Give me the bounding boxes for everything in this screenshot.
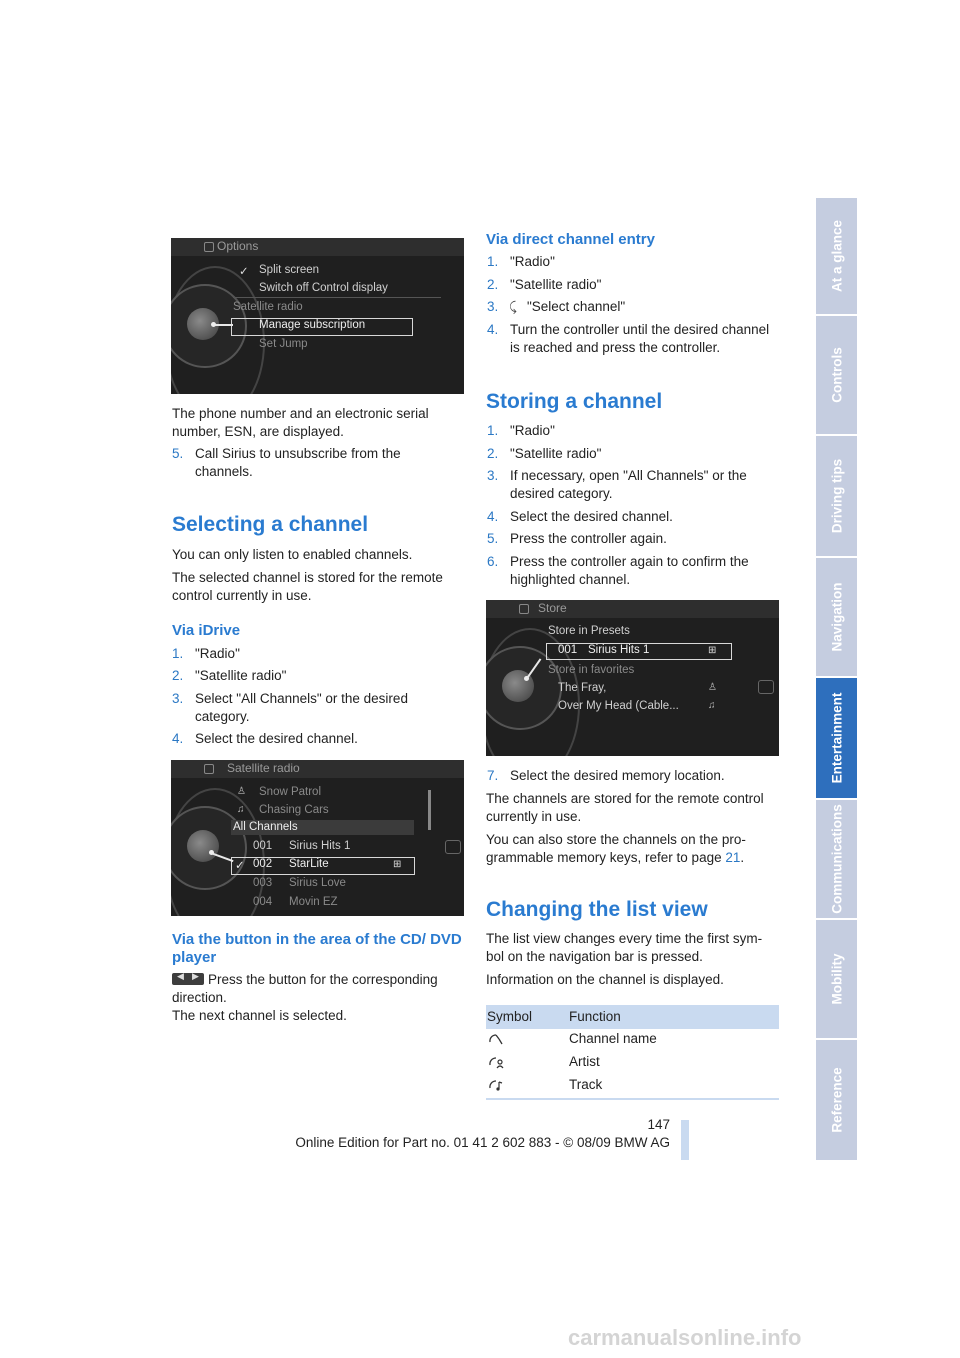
select-channel-icon: ⤹ xyxy=(509,299,517,314)
store-menu-icon xyxy=(519,604,529,614)
direction-button-icon: ◀ ▶ xyxy=(172,973,204,985)
artist-name: The Fray, xyxy=(558,682,607,694)
track-icon xyxy=(488,1078,504,1092)
check-icon: ✓ xyxy=(235,860,245,872)
footer-text: Online Edition for Part no. 01 41 2 602 883 - © 08/09 BMW AG xyxy=(295,1135,670,1150)
channel-name: StarLite xyxy=(289,858,329,870)
channel-name: Sirius Hits 1 xyxy=(588,644,650,656)
step-text: "Satellite radio" xyxy=(510,277,602,292)
pointer-dot xyxy=(209,850,214,855)
step-text: "Radio" xyxy=(510,423,555,438)
screen-title: Satellite radio xyxy=(227,761,300,775)
footer-rule xyxy=(681,1120,689,1160)
heading-via-button: Via the button in the area of the CD/ DVD player xyxy=(172,931,462,966)
heading-list-view: Changing the list view xyxy=(486,898,708,921)
function-text: Channel name xyxy=(569,1031,657,1046)
step-text: Turn the controller until the desired channel is reached and press the controller. xyxy=(510,322,770,355)
enabled-paragraph: You can only listen to enabled channels. xyxy=(172,547,413,562)
step-text: "Satellite radio" xyxy=(195,668,287,683)
track-icon: ♫ xyxy=(237,804,245,815)
tab-label: Entertainment xyxy=(829,692,844,784)
step-number: 5. xyxy=(487,531,499,546)
channel-name: Sirius Hits 1 xyxy=(289,840,351,852)
store-icon: ⊞ xyxy=(393,859,402,870)
side-tab-at-a-glance[interactable] xyxy=(816,198,857,316)
list-item-track: Chasing Cars xyxy=(259,804,329,816)
menu-item-switch-off: Switch off Control display xyxy=(259,282,388,294)
step-text: Select the desired channel. xyxy=(510,509,673,524)
options-screenshot xyxy=(171,238,464,394)
button-paragraph: Press the button for the corresponding direction. xyxy=(172,972,438,1005)
screen-header xyxy=(486,600,779,618)
page-number: 147 xyxy=(647,1117,670,1132)
artist-icon: ♙ xyxy=(708,682,717,693)
step-number: 2. xyxy=(487,446,499,461)
store-screenshot xyxy=(486,600,779,756)
channel-name: Movin EZ xyxy=(289,896,338,908)
tab-label: Mobility xyxy=(829,953,844,1005)
symbol-table-header xyxy=(486,1005,779,1029)
tab-label: At a glance xyxy=(829,219,844,293)
tab-label: Controls xyxy=(829,347,844,403)
function-text: Artist xyxy=(569,1054,600,1069)
side-tab-driving-tips[interactable] xyxy=(816,436,857,558)
step-number: 2. xyxy=(487,277,499,292)
heading-direct-entry: Via direct channel entry xyxy=(486,231,655,248)
artist-icon xyxy=(488,1055,504,1069)
stored-paragraph: The selected channel is stored for the remote control currently in use. xyxy=(172,570,443,603)
channel-number: 004 xyxy=(253,896,273,908)
side-tab-controls[interactable] xyxy=(816,316,857,436)
memory-keys-paragraph xyxy=(486,831,781,867)
menu-icon xyxy=(204,242,214,252)
step-number: 4. xyxy=(487,322,499,337)
scrollbar xyxy=(428,790,431,830)
side-tab-reference[interactable] xyxy=(816,1040,857,1162)
side-tab-communications[interactable] xyxy=(816,800,857,920)
side-tab-entertainment[interactable] xyxy=(816,678,857,800)
side-tab-mobility[interactable] xyxy=(816,920,857,1040)
step-number: 1. xyxy=(487,254,499,269)
watermark: carmanualsonline.info xyxy=(568,1325,802,1350)
esn-paragraph: The phone number and an electronic serial number, ESN, are displayed. xyxy=(172,406,429,439)
step-text: Press the controller again. xyxy=(510,531,667,546)
screen-header xyxy=(171,760,464,778)
step-number: 5. xyxy=(172,446,184,461)
step-number: 2. xyxy=(172,668,184,683)
heading-selecting-channel: Selecting a channel xyxy=(172,513,369,536)
list-item-artist: Snow Patrol xyxy=(259,786,322,798)
channel-number: 001 xyxy=(253,840,273,852)
channel-number: 001 xyxy=(558,644,578,656)
pointer-dot xyxy=(524,676,529,681)
check-icon: ✓ xyxy=(239,266,249,278)
channel-number: 002 xyxy=(253,858,273,870)
step-number: 1. xyxy=(487,423,499,438)
step-number: 4. xyxy=(487,509,499,524)
side-button xyxy=(445,840,461,854)
radio-icon xyxy=(204,764,214,774)
list-item-all-channels: All Channels xyxy=(233,821,298,833)
artist-icon: ♙ xyxy=(237,786,246,797)
step-number: 1. xyxy=(172,646,184,661)
track-icon: ♫ xyxy=(708,700,716,711)
period: . xyxy=(740,850,745,865)
page-link[interactable]: 21 xyxy=(725,850,741,865)
channel-name-icon xyxy=(488,1032,504,1046)
pointer-dot xyxy=(211,322,216,327)
table-bottom-rule xyxy=(486,1098,779,1100)
tab-label: Reference xyxy=(829,1067,844,1133)
screen-title: Options xyxy=(217,239,259,253)
controller-knob xyxy=(187,830,219,862)
step-text: "Select channel" xyxy=(527,299,626,314)
screen-title: Store xyxy=(538,601,567,615)
tab-label: Communications xyxy=(829,804,844,914)
screen-header xyxy=(171,238,464,256)
stored-remote-paragraph: The channels are stored for the remote control currently in use. xyxy=(486,791,764,824)
memory-text: You can also store the channels on the pro-grammable memory keys, refer to page xyxy=(486,832,746,865)
heading-via-idrive: Via iDrive xyxy=(172,622,241,639)
heading-storing-channel: Storing a channel xyxy=(486,390,663,413)
store-in-presets: Store in Presets xyxy=(548,625,630,637)
step-text: "Satellite radio" xyxy=(510,446,602,461)
col-function: Function xyxy=(569,1009,621,1024)
step-text: Select the desired memory location. xyxy=(510,768,725,783)
col-symbol: Symbol xyxy=(487,1009,533,1024)
pointer-line xyxy=(213,324,233,326)
satellite-radio-screenshot xyxy=(171,760,464,916)
step-text: If necessary, open "All Channels" or the desired category. xyxy=(510,468,747,501)
menu-item-manage-subscription: Manage subscription xyxy=(259,319,366,331)
side-tab-navigation[interactable] xyxy=(816,558,857,678)
track-name: Over My Head (Cable... xyxy=(558,700,679,712)
divider xyxy=(233,297,441,298)
step-number: 4. xyxy=(172,731,184,746)
store-icon: ⊞ xyxy=(708,645,717,656)
tab-label: Driving tips xyxy=(829,458,844,534)
menu-item-split-screen: Split screen xyxy=(259,264,320,276)
step-number: 3. xyxy=(487,299,499,314)
step-number: 6. xyxy=(487,554,499,569)
step-text: Call Sirius to unsubscribe from the channels. xyxy=(195,446,401,479)
menu-item-satellite-radio: Satellite radio xyxy=(233,301,303,313)
tab-label: Navigation xyxy=(829,582,844,652)
step-text: "Radio" xyxy=(510,254,555,269)
next-channel-paragraph: The next channel is selected. xyxy=(172,1008,347,1023)
channel-number: 003 xyxy=(253,877,273,889)
side-button xyxy=(758,680,774,694)
step-text: Press the controller again to confirm the highlighted channel. xyxy=(510,554,749,587)
step-text: "Radio" xyxy=(195,646,240,661)
step-text: Select "All Channels" or the desired category. xyxy=(195,691,408,724)
info-paragraph: Information on the channel is displayed. xyxy=(486,972,724,987)
channel-name: Sirius Love xyxy=(289,877,346,889)
step-number: 3. xyxy=(487,468,499,483)
step-text: Select the desired channel. xyxy=(195,731,358,746)
list-view-paragraph: The list view changes every time the first sym-bol on the navigation bar is pressed. xyxy=(486,931,763,964)
function-text: Track xyxy=(569,1077,603,1092)
store-in-favorites: Store in favorites xyxy=(548,664,635,676)
menu-item-set-jump: Set Jump xyxy=(259,338,308,350)
step-number: 3. xyxy=(172,691,184,706)
step-number: 7. xyxy=(487,768,499,783)
